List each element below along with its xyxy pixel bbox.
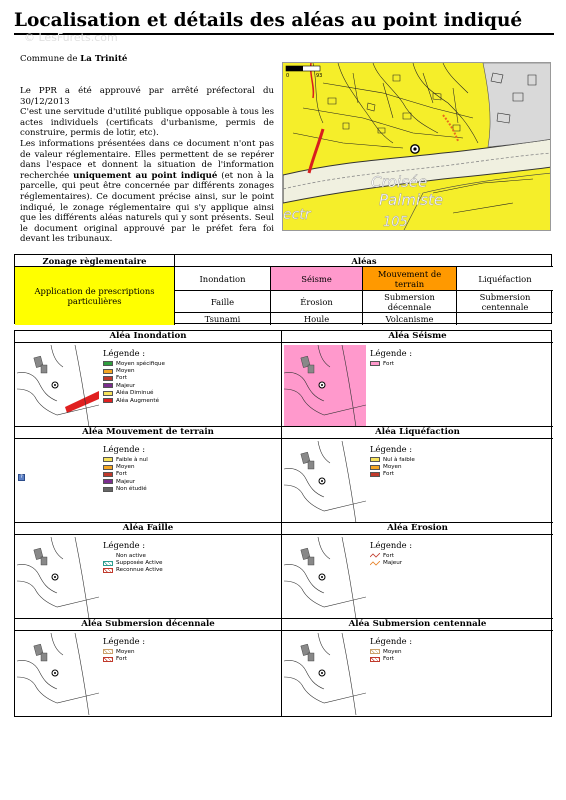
missing-image-icon: ? xyxy=(18,474,25,481)
legend-swatch-empty xyxy=(103,553,113,558)
legend-title: Légende : xyxy=(103,348,146,358)
hazard-minimap[interactable] xyxy=(17,633,99,715)
aleas-header: Aléas xyxy=(175,255,553,267)
hazard-panel-title: Aléa Liquéfaction xyxy=(282,427,553,439)
legend-item-label: Fort xyxy=(383,360,394,367)
legend-swatch xyxy=(103,361,113,366)
hazard-minimap[interactable] xyxy=(284,345,366,427)
legend-item xyxy=(370,360,412,367)
hazard-panels-grid xyxy=(14,330,552,717)
legend-item-label: Non étudié xyxy=(116,486,147,493)
legend-item-label: Fort xyxy=(383,656,394,663)
legend-item xyxy=(103,463,148,470)
legend-item-label: Fort xyxy=(116,375,127,382)
legend-title: Légende : xyxy=(370,636,413,646)
legend-item-label: Aléa Augmenté xyxy=(116,397,160,404)
page-title: Localisation et détails des aléas au point indiqué xyxy=(14,10,554,35)
legend-item-label: Non active xyxy=(116,552,146,559)
watermark: © LesFurets.com xyxy=(24,31,118,44)
legend-swatch xyxy=(103,376,113,381)
legend-item-label: Moyen xyxy=(383,464,402,471)
legend-title: Légende : xyxy=(103,636,146,646)
legend-swatch xyxy=(103,465,113,470)
legend-item-label: Fort xyxy=(116,656,127,663)
hazard-panel-title: Aléa Séisme xyxy=(282,331,553,343)
legend-item xyxy=(370,552,412,559)
hazard-liquefaction: Liquéfaction xyxy=(457,267,553,291)
intro-servitude: C'est une servitude d'utilité publique opposable à tous les actes individuels (certificats d'urbanisme, permis de construire, permis de lotir, etc). xyxy=(20,107,274,139)
legend-item xyxy=(103,559,163,566)
legend-swatch xyxy=(103,457,113,462)
legend-swatch xyxy=(103,472,113,477)
hazard-inondation: Inondation xyxy=(175,267,271,291)
hazard-faille: Faille xyxy=(175,291,271,313)
legend-item xyxy=(103,390,165,397)
legend-title: Légende : xyxy=(370,540,413,550)
place-label-number: 105 xyxy=(383,215,408,230)
hazard-legend xyxy=(370,348,412,367)
legend-item-label: Faible à nul xyxy=(116,456,148,463)
hazard-volcanisme: Volcanisme xyxy=(363,313,457,325)
legend-swatch xyxy=(103,398,113,403)
hazard-legend xyxy=(103,348,165,404)
hazard-minimap[interactable] xyxy=(284,537,366,619)
hazard-legend xyxy=(103,444,148,493)
hazard-legend xyxy=(370,636,412,663)
hazard-erosion: Érosion xyxy=(271,291,363,313)
legend-swatch xyxy=(103,383,113,388)
place-label-palmiste: Palmiste xyxy=(379,191,444,209)
intro-text xyxy=(20,86,274,245)
hazard-panel xyxy=(282,619,553,716)
legend-item-label: Moyen xyxy=(116,648,135,655)
place-label-ectr: ectr xyxy=(283,207,311,223)
hazard-panel-title: Aléa Submersion centennale xyxy=(282,619,553,631)
legend-item xyxy=(370,463,415,470)
legend-item xyxy=(370,648,412,655)
legend-swatch-line xyxy=(370,553,380,558)
legend-item-label: Majeur xyxy=(116,478,136,485)
hazard-legend xyxy=(103,636,145,663)
intro-info: Les informations présentées dans ce document n'ont pas de valeur réglementaire. Elles permettent de se repérer dans l'espace et donnent la situation de l'information recherchée uniquement au point indiqué (et non à la parcelle, qui peut être concernée par différents zonages réglementaires). Ce document précise ainsi, sur le point indiqué, le zonage réglementaire qui s'y applique ainsi que les différents aléas naturels qui y sont présents. Seul le document original approuvé par le préfet fera foi devant les tribunaux. xyxy=(20,138,274,245)
commune-name: La Trinité xyxy=(80,54,128,64)
legend-title: Légende : xyxy=(370,444,413,454)
hazard-panel xyxy=(282,523,553,619)
legend-swatch-hatched xyxy=(103,657,113,662)
hazard-legend xyxy=(370,540,412,567)
hazard-legend xyxy=(370,444,415,478)
legend-item xyxy=(370,655,412,662)
legend-item xyxy=(103,478,148,485)
legend-swatch xyxy=(370,457,380,462)
legend-item-label: Moyen spécifique xyxy=(116,360,165,367)
hazard-mouvement-terrain: Mouvement de terrain xyxy=(363,267,457,291)
legend-title: Légende : xyxy=(370,348,413,358)
legend-item-label: Majeur xyxy=(116,382,136,389)
legend-item-label: Reconnue Active xyxy=(116,567,163,574)
legend-swatch-hatched xyxy=(103,568,113,573)
hazard-tsunami: Tsunami xyxy=(175,313,271,325)
zonage-header: Zonage règlementaire xyxy=(15,255,175,267)
legend-swatch-hatched xyxy=(103,649,113,654)
legend-title: Légende : xyxy=(103,444,146,454)
hazard-panel-title: Aléa Érosion xyxy=(282,523,553,535)
legend-item xyxy=(370,456,415,463)
legend-title: Légende : xyxy=(103,540,146,550)
hazard-panel-title: Aléa Mouvement de terrain xyxy=(15,427,281,439)
scale-label-start: 0 xyxy=(286,73,290,79)
legend-item xyxy=(370,471,415,478)
legend-item-label: Fort xyxy=(116,471,127,478)
commune-prefix: Commune de xyxy=(20,54,78,64)
legend-swatch xyxy=(103,487,113,492)
hazard-panel xyxy=(15,331,282,427)
legend-item xyxy=(103,382,165,389)
hazard-legend xyxy=(103,540,163,574)
hazard-seisme: Séisme xyxy=(271,267,363,291)
legend-item xyxy=(103,567,163,574)
hazard-panel-title: Aléa Submersion décennale xyxy=(15,619,281,631)
zonage-table xyxy=(14,254,552,324)
legend-item-label: Nul à faible xyxy=(383,456,415,463)
location-map[interactable] xyxy=(282,62,551,231)
legend-item xyxy=(103,648,145,655)
legend-item xyxy=(103,655,145,662)
hazard-submersion-centennale: Submersion centennale xyxy=(457,291,553,313)
zonage-value: Application de prescriptions particulières xyxy=(15,267,175,325)
hazard-minimap[interactable] xyxy=(284,441,366,523)
legend-item-label: Moyen xyxy=(383,648,402,655)
legend-item xyxy=(103,375,165,382)
legend-swatch-hatched xyxy=(370,657,380,662)
hazard-houle: Houle xyxy=(271,313,363,325)
legend-item-label: Supposée Active xyxy=(116,560,163,567)
legend-swatch-hatched xyxy=(370,649,380,654)
legend-swatch xyxy=(103,391,113,396)
legend-swatch xyxy=(103,369,113,374)
intro-emphasis: uniquement au point indiqué xyxy=(73,170,218,181)
legend-item-label: Fort xyxy=(383,471,394,478)
commune-line xyxy=(20,54,127,64)
legend-swatch xyxy=(370,465,380,470)
intro-approval: Le PPR a été approuvé par arrêté préfectoral du 30/12/2013 xyxy=(20,86,274,107)
legend-item xyxy=(370,559,412,566)
legend-item xyxy=(103,360,165,367)
hazard-panel xyxy=(15,619,282,716)
hazard-panel-title: Aléa Inondation xyxy=(15,331,281,343)
hazard-panel xyxy=(15,427,282,523)
legend-item xyxy=(103,486,148,493)
scale-label-end: 93 xyxy=(316,73,323,79)
legend-swatch-line xyxy=(370,561,380,566)
legend-item-label: Aléa Diminué xyxy=(116,390,154,397)
legend-swatch xyxy=(370,361,380,366)
hazard-submersion-decennale: Submersion décennale xyxy=(363,291,457,313)
legend-swatch-hatched xyxy=(103,561,113,566)
legend-item xyxy=(103,367,165,374)
legend-item-label: Majeur xyxy=(383,560,403,567)
hazard-panel-title: Aléa Faille xyxy=(15,523,281,535)
hazard-minimap[interactable] xyxy=(17,345,99,427)
hazard-minimap[interactable] xyxy=(284,633,366,715)
legend-item xyxy=(103,552,163,559)
legend-item-label: Fort xyxy=(383,552,394,559)
hazard-panel xyxy=(15,523,282,619)
legend-item xyxy=(103,456,148,463)
place-label-croisee: Croisée xyxy=(371,173,428,191)
legend-swatch xyxy=(103,479,113,484)
legend-swatch xyxy=(370,472,380,477)
hazard-minimap[interactable] xyxy=(17,537,99,619)
hazard-panel xyxy=(282,427,553,523)
legend-item xyxy=(103,471,148,478)
legend-item-label: Moyen xyxy=(116,368,135,375)
hazard-panel xyxy=(282,331,553,427)
legend-item-label: Moyen xyxy=(116,464,135,471)
legend-item xyxy=(103,397,165,404)
